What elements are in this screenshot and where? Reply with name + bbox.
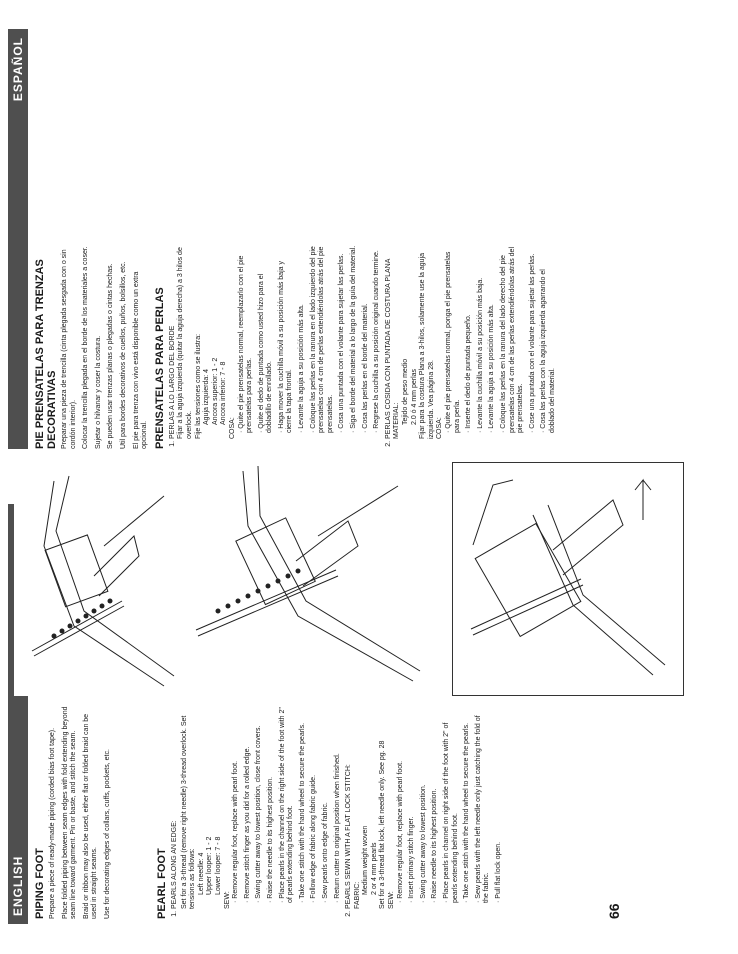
page-number: 66	[606, 903, 622, 919]
spanish-fabric-line: Tejido de peso medio	[402, 358, 409, 425]
spanish-pearl-title: PRENSATELAS PARA PERLAS	[153, 287, 166, 449]
spanish-fabric-line: 2.0 ó 4 mm perlas	[410, 368, 418, 425]
pearl-foot-illustration-flatlock	[14, 468, 180, 696]
spanish-paragraph: Sujetar o hilvanar y coser la costura.	[94, 335, 102, 449]
fabric-line: 2 or 4 mm pearls	[370, 842, 378, 895]
fabric-label: FABRIC:	[353, 881, 361, 909]
piping-paragraph: Braid or ribbon may also be used, either flat or folded braid can be used in straight seams.	[82, 713, 99, 919]
step: · Levante la aguja a su posición más alta.	[298, 244, 307, 433]
pearls-edge-heading: 1. PEARLS ALONG AN EDGE:	[171, 820, 178, 909]
spanish-pearls-flatlock-heading: 2. PERLAS COSIDA CON PUNTADA DE COSTURA PLANA	[384, 258, 392, 439]
step: · Cosa las perlas con la aguja izquierda agarrando el doblado del material.	[540, 244, 557, 433]
step: · Quite el pie prensatelas normal, ponga el pie prensatelas para perla.	[445, 244, 462, 433]
spanish-paragraph: Preparar una pieza de trencilla (cinta plegada sesgada con o sin cordón interior).	[61, 249, 77, 449]
spanish-tension-upper: Ancora superior: 1 - 2	[211, 357, 219, 425]
spanish-tension-left: Aguja izquierda: 4	[203, 368, 211, 425]
step: · Quite el dedo de puntada como usted hizo para el dobladillo de enrollado.	[258, 244, 275, 433]
step: · Remove regular foot, replace with pearl foot.	[232, 704, 241, 903]
step: · Place pearls in the channel on the right side of the foot with 2" of pearls extending behind foot.	[279, 704, 296, 903]
spanish-piping-title: PIE PRENSATELAS PARA TRENZAS DECORATIVAS	[34, 259, 58, 449]
spanish-pearls-flatlock-steps	[445, 244, 558, 439]
step: · Follow edge of fabric along fabric guide.	[310, 704, 319, 903]
spanish-paragraph: Colocar la trencilla plegada en el borde de los materiales a coser.	[82, 246, 90, 449]
piping-foot-title: PIPING FOOT	[34, 848, 46, 919]
step: · Insert primary stitch finger.	[408, 704, 417, 903]
pearls-flatlock-item	[345, 704, 504, 909]
step: · Cose una puntada con el volante para sujetar las perlas.	[529, 244, 538, 433]
step: · Raise the needle to its highest position.	[267, 704, 276, 903]
sew-label: SEW:	[223, 891, 231, 909]
sew-label: SEW:	[388, 891, 396, 909]
step: · Quite el pie prensatelas normal, reemplazarlo con el pie prensatelas para perlas.	[238, 244, 255, 433]
step: · Cosa las perlas en el borde del material.	[362, 244, 371, 433]
piping-paragraph: Prepare a piece of ready-made piping (corded bias foot tape).	[49, 727, 56, 919]
step: · Place pearls in channel on right side of the foot with 2" of pearls extending behind foot.	[443, 704, 460, 903]
spanish-pearls-edge-heading: 1. PERLAS A LO LARGO DEL BORDE	[168, 325, 176, 439]
step: · Remove regular foot, replace with pearl foot.	[397, 704, 406, 903]
step: · Remove stitch finger as you did for a rolled edge.	[244, 704, 253, 903]
spanish-pearls-edge-steps	[238, 244, 382, 439]
spanish-header-bar: ESPAÑOL	[8, 29, 28, 449]
step: · Inserte el dedo de puntada pequeño.	[465, 244, 474, 433]
spanish-tension-note: Fije las tensiones como se ilustra:	[194, 333, 202, 439]
step: · Take one stitch with the hand wheel to secure the pearls.	[299, 704, 308, 903]
spanish-flatlock-setting: Fijar para la costura Plana a 3-hilos, solamente use la aguja izquierda. Vea página 28.	[419, 253, 435, 439]
spanish-section	[34, 244, 561, 449]
step: · Swing cutter away to lowest position.	[420, 704, 429, 903]
flatlock-setting: Set for a 3-thread flat lock, left needle only. See pg. 28	[379, 740, 387, 909]
spanish-sew-label: COSA:	[436, 417, 444, 439]
spanish-pearls-edge-setting: Fijar a la aguja izquierda (quitar la aguja derecha) a 3 hilos de overlock.	[177, 247, 193, 439]
pearls-edge-steps	[232, 704, 342, 909]
pearls-flatlock-steps	[397, 704, 504, 909]
step: · Take one stitch with the hand wheel to secure the pearls.	[463, 704, 472, 903]
pearls-edge-item	[171, 704, 342, 909]
pearl-foot-section	[156, 704, 507, 919]
piping-foot-section	[34, 704, 117, 919]
step: · Sew pearls with the left needle only just catching the fold of the fabric.	[475, 704, 492, 903]
spanish-paragraph: Se pueden usar trenzas planas o plegadas o cintas hechas.	[107, 263, 115, 449]
tension-lower-looper: Lower looper: 7 - 8	[214, 836, 222, 895]
piping-paragraph: Place folded piping between seam edges with fold extending beyond seam line toward garment. Pin or baste, and stitch the seam.	[61, 706, 78, 919]
piping-foot-illustration	[452, 462, 684, 696]
pearl-foot-illustration-edge	[188, 464, 428, 696]
tension-left-needle: Left needle: 4	[197, 852, 205, 895]
step: · Regrese la cuchilla a su posición original cuando termine.	[373, 244, 382, 433]
piping-paragraph: Use for decorating edges of collars, cuffs, pockets, etc.	[103, 749, 111, 919]
step: · Cosa una puntada con el volante para sujetar las perlas.	[338, 244, 347, 433]
step: · Coloque las perlas en la ranura del lado derecho del pie prensatelas con 4 cm de las perlas extendiéndolas atrás del pie prensatelas.	[500, 244, 526, 433]
step: · Levante la aguja a su posición más alta.	[488, 244, 497, 433]
step: · Raise needle to its highest position.	[431, 704, 440, 903]
pearls-edge-setting: Set for a 3-thread (remove right needle) 3-thread overlock. Set tensions as follows:	[180, 715, 197, 909]
step: · Haga mover la cuchilla móvil a su posición más baja y cierre la tapa frontal.	[278, 244, 295, 433]
fabric-line: Medium weight woven	[362, 825, 370, 895]
step: · Siga el borde del material a lo largo de la guía del material.	[350, 244, 359, 433]
spanish-tension-lower: Ancora inferior: 7 - 8	[220, 361, 228, 425]
spanish-paragraph: El pie para trenza con vivo está disponible como un extra opcional.	[132, 271, 149, 449]
pearl-foot-title: PEARL FOOT	[156, 848, 168, 919]
step: · Pull flat lock open.	[495, 704, 504, 903]
spanish-sew-label: COSA:	[228, 417, 236, 439]
spanish-pearls-edge-item	[169, 244, 382, 439]
tension-upper-looper: Upper looper: 1 - 2	[206, 836, 214, 895]
step: · Coloque las perlas en la ranura en el lado izquierdo del pie prensatelas con 4 cm de perlas extendiéndolas atrás del pie prensatelas.	[310, 244, 336, 433]
spanish-pearls-flatlock-item	[385, 244, 558, 439]
step: · Levante la cuchilla móvil a su posición más baja.	[477, 244, 486, 433]
step: · Return cutter to original position when finished.	[334, 704, 343, 903]
spanish-fabric-label: MATERIAL:	[393, 402, 401, 439]
step: · Swing cutter away to lowest position, close front covers.	[255, 704, 264, 903]
step: · Sew pearls onto edge of fabric.	[322, 704, 331, 903]
pearls-flatlock-heading: 2. PEARLS SEWN WITH A FLAT LOCK STITCH:	[345, 764, 353, 909]
english-header-bar: ENGLISH	[8, 504, 28, 924]
spanish-paragraph: Util para bordes decorativos de cuellos, puños, bolsillos, etc.	[119, 261, 127, 449]
